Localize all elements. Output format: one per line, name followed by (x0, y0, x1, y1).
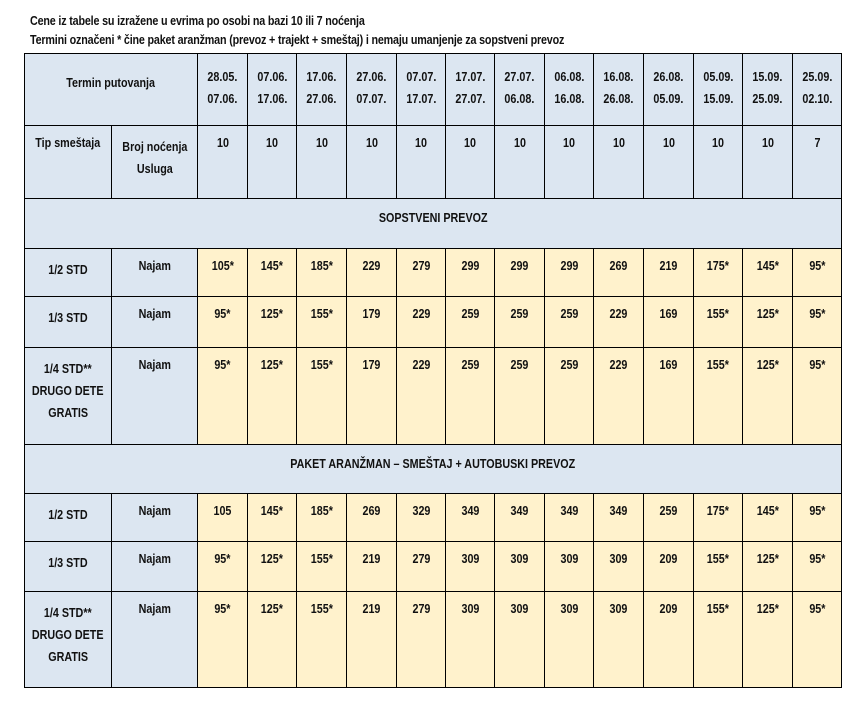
date-header-cell (297, 54, 347, 126)
price-value: 179 (362, 307, 381, 321)
price-table (24, 53, 842, 688)
nights-value: 10 (415, 136, 427, 150)
price-cell (198, 494, 248, 542)
price-cell (198, 249, 248, 297)
nights-cell (495, 126, 545, 199)
date-to: 05.09. (653, 92, 684, 106)
date-to: 27.06. (306, 92, 337, 106)
price-cell (495, 592, 545, 688)
price-value: 309 (461, 552, 479, 566)
price-value: 269 (362, 504, 381, 518)
service-cell (112, 348, 198, 445)
price-cell (694, 542, 743, 592)
price-cell (248, 542, 297, 592)
nights-cell (644, 126, 694, 199)
price-cell (198, 592, 248, 688)
price-value: 155* (706, 358, 730, 372)
price-value: 95* (214, 358, 231, 372)
accommodation-type-line: 1/4 STD** (44, 362, 92, 376)
price-row (25, 542, 842, 592)
price-cell (594, 249, 644, 297)
section-header-row (25, 445, 842, 494)
date-from: 27.06. (356, 70, 387, 84)
date-from: 25.09. (802, 70, 832, 84)
date-to: 07.06. (207, 92, 238, 106)
price-value: 169 (659, 307, 678, 321)
price-value: 125* (756, 358, 779, 372)
price-value: 209 (659, 552, 678, 566)
date-header-cell (644, 54, 694, 126)
price-value: 259 (510, 307, 529, 321)
price-cell (594, 494, 644, 542)
price-cell (397, 348, 446, 445)
accommodation-type-line: 1/3 STD (48, 311, 88, 325)
price-cell (248, 592, 297, 688)
service-cell (112, 542, 198, 592)
price-value: 229 (412, 307, 430, 321)
price-value: 145* (260, 259, 284, 273)
nights-value: 10 (266, 136, 278, 150)
price-cell (743, 249, 793, 297)
price-value: 309 (560, 552, 578, 566)
price-cell (297, 494, 347, 542)
accommodation-type-line: 1/2 STD (48, 263, 88, 277)
price-cell (297, 297, 347, 348)
accommodation-type-line: DRUGO DETE (32, 628, 104, 642)
price-cell (594, 348, 644, 445)
price-cell (545, 249, 594, 297)
date-to: 15.09. (703, 92, 733, 106)
price-value: 125* (260, 552, 284, 566)
nights-value: 10 (513, 136, 526, 150)
price-value: 349 (510, 504, 529, 518)
price-value: 105* (211, 259, 234, 273)
price-value: 179 (362, 358, 381, 372)
price-value: 185* (310, 504, 333, 518)
usluga-label: Usluga (136, 162, 173, 176)
accommodation-type-cell (25, 592, 112, 688)
price-cell (397, 494, 446, 542)
nights-value: 10 (662, 136, 675, 150)
price-cell (198, 348, 248, 445)
price-cell (793, 297, 842, 348)
price-cell (743, 542, 793, 592)
price-cell (446, 348, 495, 445)
price-value: 279 (412, 552, 430, 566)
price-cell (446, 542, 495, 592)
price-value: 155* (310, 552, 333, 566)
price-value: 259 (659, 504, 678, 518)
price-row (25, 494, 842, 542)
price-cell (694, 297, 743, 348)
price-cell (397, 297, 446, 348)
price-value: 95* (808, 552, 826, 566)
price-cell (545, 494, 594, 542)
price-value: 269 (609, 259, 628, 273)
tip-label: Tip smeštaja (35, 136, 101, 150)
price-cell (198, 542, 248, 592)
price-value: 169 (659, 358, 678, 372)
price-cell (743, 592, 793, 688)
price-cell (793, 542, 842, 592)
price-cell (347, 592, 397, 688)
price-value: 175* (706, 504, 730, 518)
price-cell (495, 494, 545, 542)
date-to: 07.07. (356, 92, 387, 106)
date-from: 27.07. (504, 70, 535, 84)
price-value: 309 (510, 552, 529, 566)
date-header-cell (347, 54, 397, 126)
service-label: Najam (138, 259, 171, 273)
price-cell (347, 494, 397, 542)
nights-cell (694, 126, 743, 199)
note-prices-basis: Cene iz tabele su izražene u evrima po osobi na bazi 10 ili 7 noćenja (30, 14, 365, 28)
price-value: 299 (560, 259, 578, 273)
price-cell (793, 348, 842, 445)
service-cell (112, 249, 198, 297)
price-value: 309 (510, 602, 529, 616)
accommodation-type-line: GRATIS (48, 406, 88, 420)
date-from: 06.08. (554, 70, 584, 84)
price-cell (495, 542, 545, 592)
date-to: 16.08. (554, 92, 584, 106)
accommodation-type-line: DRUGO DETE (32, 384, 104, 398)
accommodation-type-line: 1/3 STD (48, 556, 88, 570)
price-cell (397, 592, 446, 688)
header-row-dates (25, 54, 842, 126)
price-value: 229 (362, 259, 381, 273)
date-from: 26.08. (653, 70, 684, 84)
price-cell (644, 494, 694, 542)
price-value: 145* (756, 259, 779, 273)
price-value: 259 (461, 307, 479, 321)
accommodation-type-cell (25, 348, 112, 445)
price-cell (694, 249, 743, 297)
nights-cell (545, 126, 594, 199)
price-value: 219 (362, 552, 381, 566)
service-cell (112, 494, 198, 542)
price-cell (644, 592, 694, 688)
price-value: 95* (808, 358, 826, 372)
date-header-cell (198, 54, 248, 126)
date-header-cell (594, 54, 644, 126)
accommodation-type-line: 1/4 STD** (44, 606, 92, 620)
price-cell (446, 249, 495, 297)
nights-cell (743, 126, 793, 199)
price-cell (297, 592, 347, 688)
price-value: 145* (756, 504, 779, 518)
price-value: 259 (510, 358, 529, 372)
price-cell (694, 348, 743, 445)
section-title-cell (25, 445, 842, 494)
accommodation-type-line: GRATIS (48, 650, 88, 664)
price-cell (743, 494, 793, 542)
price-cell (594, 542, 644, 592)
price-value: 155* (706, 307, 730, 321)
price-value: 309 (560, 602, 578, 616)
termin-label: Termin putovanja (66, 76, 156, 90)
price-cell (347, 297, 397, 348)
price-value: 95* (808, 504, 826, 518)
price-cell (694, 592, 743, 688)
price-row (25, 297, 842, 348)
price-value: 125* (756, 602, 779, 616)
price-cell (397, 542, 446, 592)
date-header-cell (248, 54, 297, 126)
service-label: Najam (138, 504, 171, 518)
price-cell (347, 542, 397, 592)
price-value: 259 (560, 358, 578, 372)
date-from: 07.06. (257, 70, 287, 84)
price-cell (297, 348, 347, 445)
price-cell (644, 297, 694, 348)
price-value: 349 (461, 504, 479, 518)
price-value: 229 (609, 358, 628, 372)
price-cell (347, 249, 397, 297)
price-cell (248, 249, 297, 297)
price-cell (644, 542, 694, 592)
price-cell (545, 297, 594, 348)
date-header-cell (545, 54, 594, 126)
price-value: 309 (461, 602, 479, 616)
price-cell (793, 592, 842, 688)
price-cell (198, 297, 248, 348)
nights-cell (397, 126, 446, 199)
date-from: 17.06. (306, 70, 337, 84)
price-cell (644, 249, 694, 297)
nights-cell (446, 126, 495, 199)
price-cell (743, 348, 793, 445)
price-cell (347, 348, 397, 445)
price-row (25, 249, 842, 297)
price-value: 219 (362, 602, 381, 616)
price-value: 279 (412, 602, 430, 616)
header-row-nights (25, 126, 842, 199)
termin-header-cell (25, 54, 198, 126)
price-value: 125* (756, 552, 779, 566)
nights-value: 10 (612, 136, 625, 150)
price-cell (793, 494, 842, 542)
price-value: 155* (706, 552, 730, 566)
price-value: 329 (412, 504, 430, 518)
price-value: 309 (609, 552, 628, 566)
price-cell (594, 592, 644, 688)
price-cell (644, 348, 694, 445)
price-cell (694, 494, 743, 542)
price-value: 185* (310, 259, 333, 273)
date-to: 17.07. (406, 92, 436, 106)
price-cell (297, 542, 347, 592)
price-value: 219 (659, 259, 678, 273)
date-from: 15.09. (752, 70, 783, 84)
date-to: 25.09. (752, 92, 783, 106)
price-value: 95* (214, 307, 231, 321)
price-value: 155* (310, 358, 333, 372)
date-header-cell (495, 54, 545, 126)
price-value: 125* (260, 307, 284, 321)
date-from: 28.05. (207, 70, 238, 84)
date-from: 16.08. (603, 70, 634, 84)
service-label: Najam (138, 307, 171, 321)
price-value: 229 (609, 307, 628, 321)
price-value: 155* (310, 602, 333, 616)
price-value: 95* (808, 602, 826, 616)
price-cell (545, 592, 594, 688)
broj-header-cell (112, 126, 198, 199)
price-cell (446, 297, 495, 348)
accommodation-type-cell (25, 542, 112, 592)
price-value: 95* (214, 552, 231, 566)
nights-value: 10 (315, 136, 328, 150)
date-to: 06.08. (504, 92, 535, 106)
price-row (25, 592, 842, 688)
price-cell (594, 297, 644, 348)
date-to: 17.06. (257, 92, 287, 106)
price-cell (793, 249, 842, 297)
price-cell (446, 494, 495, 542)
price-cell (397, 249, 446, 297)
service-cell (112, 297, 198, 348)
section-title-cell (25, 199, 842, 249)
price-value: 309 (609, 602, 628, 616)
date-header-cell (743, 54, 793, 126)
date-header-cell (397, 54, 446, 126)
price-cell (248, 297, 297, 348)
date-to: 26.08. (603, 92, 634, 106)
price-row (25, 348, 842, 445)
section-title: PAKET ARANŽMAN – SMEŠTAJ + AUTOBUSKI PREVOZ (290, 457, 576, 471)
nights-value: 10 (563, 136, 575, 150)
price-cell (248, 494, 297, 542)
nights-cell (198, 126, 248, 199)
price-value: 299 (510, 259, 529, 273)
service-label: Najam (138, 552, 171, 566)
price-value: 299 (461, 259, 479, 273)
section-title: SOPSTVENI PREVOZ (378, 211, 488, 225)
nights-value: 10 (712, 136, 724, 150)
accommodation-type-cell (25, 249, 112, 297)
price-value: 259 (461, 358, 479, 372)
tip-header-cell (25, 126, 112, 199)
nights-cell (248, 126, 297, 199)
price-cell (297, 249, 347, 297)
nights-value: 10 (464, 136, 476, 150)
service-label: Najam (138, 602, 171, 616)
price-value: 105 (213, 504, 232, 518)
price-cell (545, 542, 594, 592)
price-cell (495, 249, 545, 297)
price-value: 229 (412, 358, 430, 372)
accommodation-type-cell (25, 494, 112, 542)
price-cell (495, 348, 545, 445)
date-header-cell (793, 54, 842, 126)
date-from: 17.07. (455, 70, 485, 84)
price-value: 279 (412, 259, 430, 273)
section-header-row (25, 199, 842, 249)
nights-cell (594, 126, 644, 199)
price-cell (446, 592, 495, 688)
price-value: 209 (659, 602, 678, 616)
accommodation-type-line: 1/2 STD (48, 508, 88, 522)
price-cell (248, 348, 297, 445)
nights-cell (347, 126, 397, 199)
price-cell (743, 297, 793, 348)
date-header-cell (694, 54, 743, 126)
price-value: 125* (260, 602, 284, 616)
price-cell (545, 348, 594, 445)
service-label: Najam (138, 358, 171, 372)
price-value: 95* (214, 602, 231, 616)
service-cell (112, 592, 198, 688)
date-from: 05.09. (703, 70, 733, 84)
price-cell (495, 297, 545, 348)
price-value: 145* (260, 504, 284, 518)
nights-cell (793, 126, 842, 199)
date-header-cell (446, 54, 495, 126)
nights-value: 10 (365, 136, 378, 150)
price-value: 125* (756, 307, 779, 321)
accommodation-type-cell (25, 297, 112, 348)
price-value: 155* (310, 307, 333, 321)
date-from: 07.07. (406, 70, 436, 84)
date-to: 02.10. (802, 92, 832, 106)
nights-value: 7 (814, 136, 820, 150)
nights-cell (297, 126, 347, 199)
nights-value: 10 (216, 136, 229, 150)
price-value: 349 (560, 504, 578, 518)
nights-value: 10 (761, 136, 774, 150)
price-value: 349 (609, 504, 628, 518)
broj-label: Broj noćenja (121, 140, 188, 154)
price-value: 125* (260, 358, 284, 372)
price-value: 259 (560, 307, 578, 321)
price-value: 95* (808, 307, 826, 321)
date-to: 27.07. (455, 92, 485, 106)
note-package-marker: Termini označeni * čine paket aranžman (prevoz + trajekt + smeštaj) i nemaju umanjenje za sopstveni prevoz (30, 33, 565, 47)
price-value: 175* (706, 259, 730, 273)
price-value: 155* (706, 602, 730, 616)
price-value: 95* (808, 259, 826, 273)
